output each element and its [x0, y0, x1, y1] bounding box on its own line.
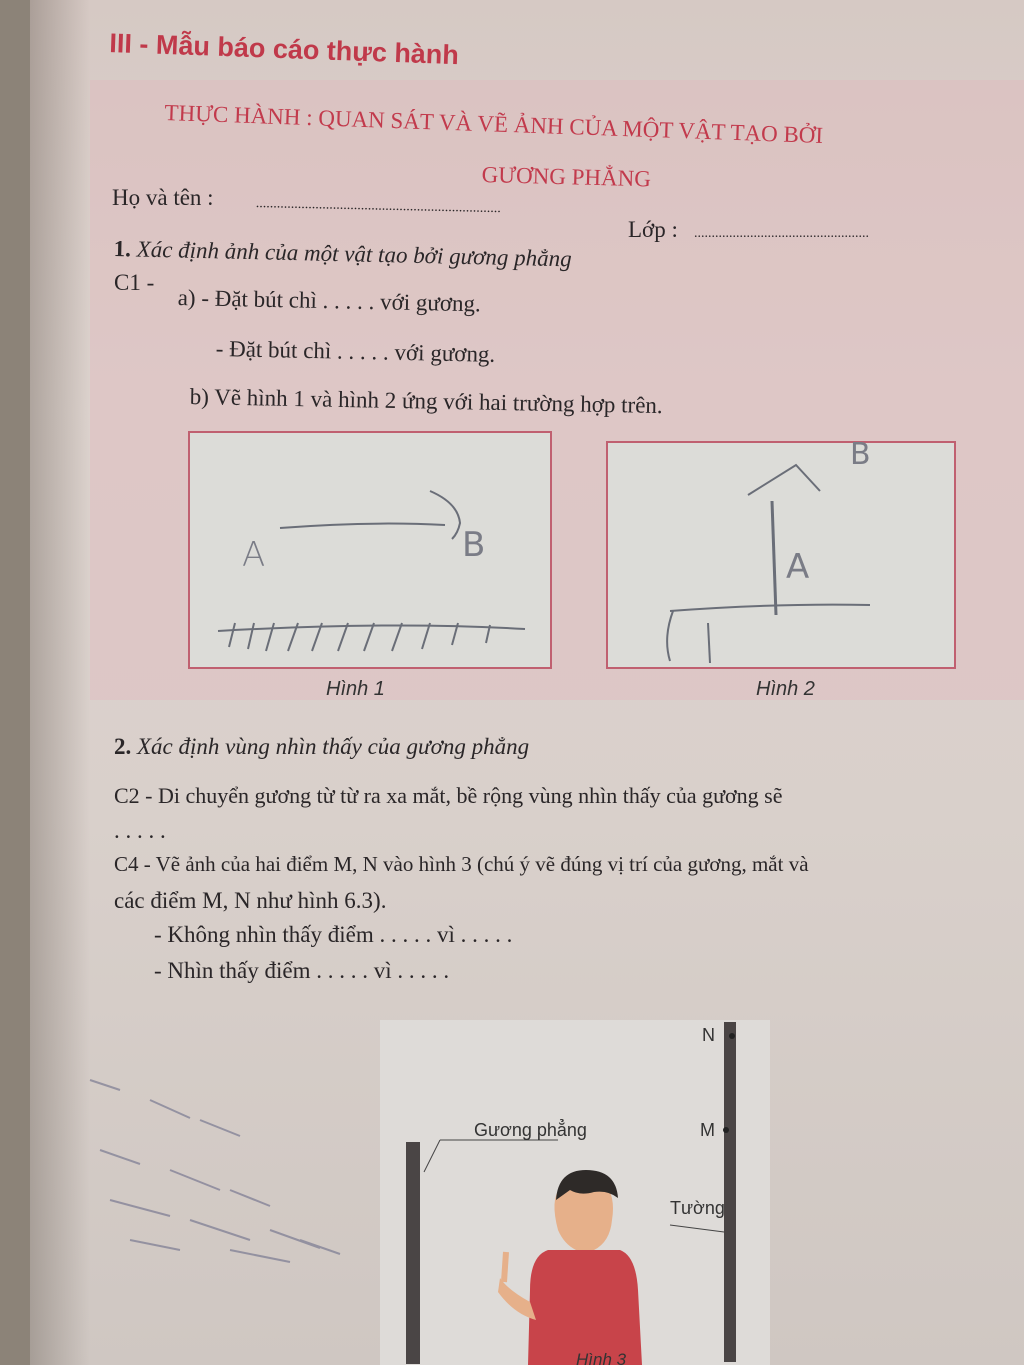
c4-line4: - Nhìn thấy điểm . . . . . vì . . . . . [154, 958, 450, 983]
figure2-box[interactable] [606, 437, 956, 669]
person-body [528, 1250, 642, 1365]
workbook-page [30, 0, 1024, 1365]
part1-number: 1. [113, 236, 132, 262]
mirror-shape [406, 1142, 420, 1364]
figure1-caption: Hình 1 [326, 678, 385, 700]
fig2-label-a: A [786, 547, 810, 587]
pencil-scribbles [30, 1040, 370, 1300]
part2-number: 2. [114, 734, 132, 759]
report-title-line2: GƯƠNG PHẲNG [481, 162, 652, 192]
section-heading: III - Mẫu báo cáo thực hành [108, 28, 460, 71]
fig2-label-b: B [850, 437, 871, 472]
figure3-drawing [380, 1020, 770, 1365]
figure2-caption: Hình 2 [756, 678, 815, 700]
c1a-line1: a) - Đặt bút chì . . . . . với gương. [177, 285, 482, 317]
part2-title: Xác định vùng nhìn thấy của gương phẳng [137, 734, 530, 759]
figure3 [380, 1020, 770, 1365]
c1a-line2: - Đặt bút chì . . . . . với gương. [215, 336, 496, 367]
c1b-line: b) Vẽ hình 1 và hình 2 ứng với hai trường hợp trên. [189, 384, 663, 419]
point-m-label: M [700, 1120, 715, 1140]
c4-line1: C4 - Vẽ ảnh của hai điểm M, N vào hình 3 (chú ý vẽ đúng vị trí của gương, mắt và [114, 852, 809, 876]
figure2-drawing [608, 443, 954, 667]
c2-line2: . . . . . [114, 818, 166, 843]
point-n-label: N [702, 1025, 715, 1045]
c2-line1: C2 - Di chuyển gương từ từ ra xa mắt, bề rộng vùng nhìn thấy của gương sẽ [114, 783, 783, 808]
c4-line2: các điểm M, N như hình 6.3). [114, 888, 387, 913]
fig1-label-b: B [462, 525, 486, 565]
name-label: Họ và tên : [112, 185, 214, 210]
c1-prefix: C1 - [114, 270, 155, 295]
c4-line3: - Không nhìn thấy điểm . . . . . vì . . . . . [154, 922, 513, 947]
part2-heading [114, 734, 529, 760]
class-dots: .................................................. [694, 226, 869, 241]
figure3-caption: Hình 3 [576, 1350, 627, 1365]
report-title-line1: THỰC HÀNH : QUAN SÁT VÀ VẼ ẢNH CỦA MỘT VẬT TẠO BỞI [164, 100, 824, 148]
mirror-label: Gương phẳng [474, 1120, 587, 1140]
wall-shape [724, 1022, 736, 1362]
wall-label: Tường [670, 1198, 725, 1218]
name-dots: ...................................................................... [255, 196, 501, 217]
fig1-label-a: A [242, 535, 266, 575]
figure1-box[interactable] [188, 431, 552, 669]
part1-title: Xác định ảnh của một vật tạo bởi gương phẳng [136, 236, 572, 272]
class-label: Lớp : [628, 217, 678, 242]
